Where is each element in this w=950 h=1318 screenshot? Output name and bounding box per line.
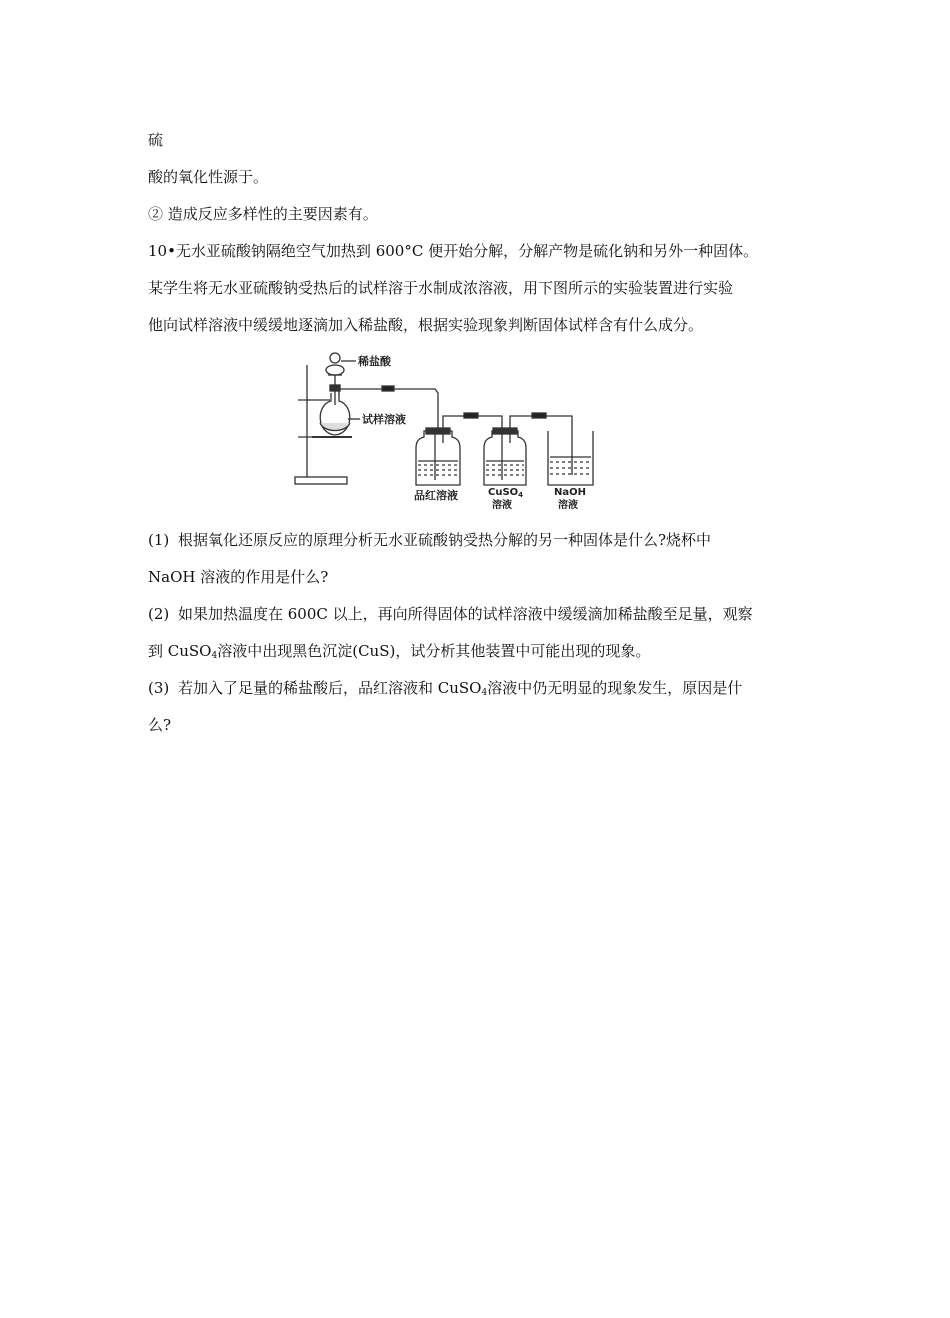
label-cuso4-bottom: 溶液	[492, 500, 512, 511]
question-1-number: (1)	[148, 531, 170, 549]
label-cuso4-top: CuSO$_4$	[488, 487, 524, 499]
question-3	[148, 678, 742, 703]
text-line-1: 硫	[148, 131, 164, 149]
question-2-cont-b: 溶液中出现黑色沉淀(CuS)，试分析其他装置中可能出现的现象。	[217, 642, 651, 660]
question-10-line-3: 他向试样溶液中缓缓地逐滴加入稀盐酸，根据实验现象判断固体试样含有什么成分。	[148, 316, 704, 334]
question-2-number: (2)	[148, 605, 170, 623]
question-10-line-2: 某学生将无水亚硫酸钠受热后的试样溶于水制成浓溶液，用下图所示的实验装置进行实验	[148, 279, 734, 297]
question-3-text-a: 若加入了足量的稀盐酸后，品红溶液和 CuSO	[178, 679, 482, 697]
question-3-text-b: 溶液中仍无明显的现象发生，原因是什	[487, 679, 743, 697]
question-3-continued: 么?	[148, 716, 172, 734]
question-3-number: (3)	[148, 679, 170, 697]
funnel-globe	[330, 353, 340, 363]
label-sample-solution: 试样溶液	[362, 413, 406, 426]
label-naoh-bottom: 溶液	[558, 500, 578, 511]
question-2-sub: 4	[211, 651, 218, 661]
delivery-tube-1	[339, 389, 438, 433]
label-naoh-top: NaOH	[554, 487, 586, 498]
text-line-3: ② 造成反应多样性的主要因素有。	[148, 205, 378, 223]
label-dilute-hcl: 稀盐酸	[358, 355, 391, 368]
question-1-continued: NaOH 溶液的作用是什么?	[148, 568, 329, 586]
question-1-text: 根据氧化还原反应的原理分析无水亚硫酸钠受热分解的另一种固体是什么?烧杯中	[178, 531, 712, 549]
question-2-continued	[148, 641, 650, 666]
bottle-2	[484, 431, 526, 485]
question-3-sub: 4	[481, 688, 488, 698]
question-2-cont-a: 到 CuSO	[148, 642, 212, 660]
text-line-2: 酸的氧化性源于。	[148, 168, 269, 186]
beaker	[548, 431, 593, 485]
question-2-text: 如果加热温度在 600C 以上，再向所得固体的试样溶液中缓缓滴加稀盐酸至足量，观察	[178, 605, 753, 623]
question-2	[148, 604, 753, 624]
stand-base	[295, 477, 347, 484]
label-magenta-solution: 品红溶液	[414, 489, 458, 502]
apparatus-figure	[290, 345, 600, 515]
bottle-1	[416, 431, 460, 485]
question-10-line-1: 10•无水亚硫酸钠隔绝空气加热到 600°C 便开始分解，分解产物是硫化钠和另外一种固体。	[148, 242, 759, 260]
question-1	[148, 530, 711, 550]
